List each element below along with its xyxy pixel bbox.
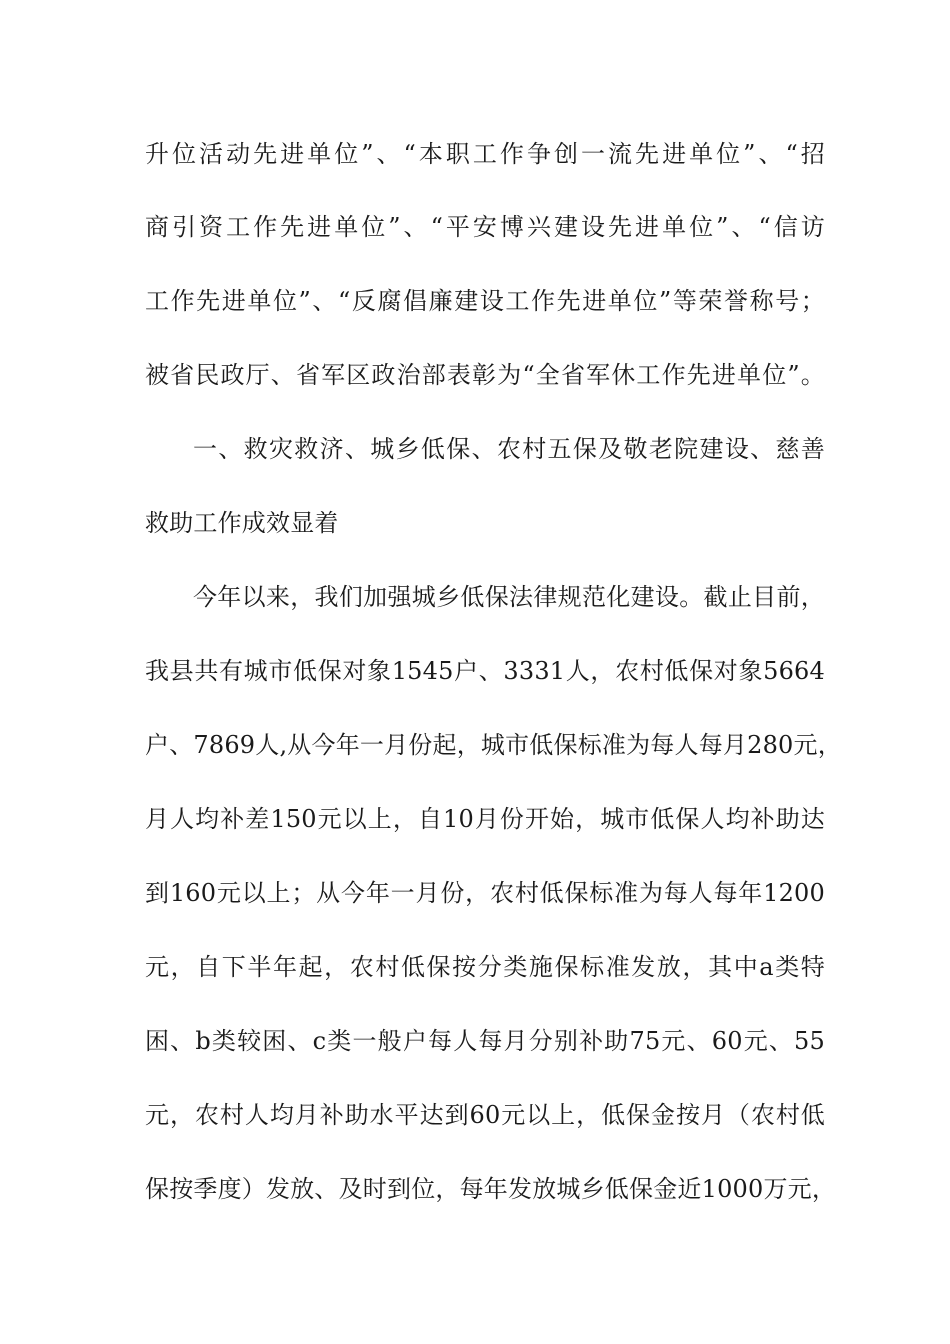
- body-text-line: 元，自下半年起，农村低保按分类施保标准发放，其中a类特: [145, 953, 825, 981]
- body-text-line: 工作先进单位”、“反腐倡廉建设工作先进单位”等荣誉称号；: [145, 287, 825, 315]
- body-text-line: 被省民政厅、省军区政治部表彰为“全省军休工作先进单位”。: [145, 361, 825, 389]
- body-text-line: 元，农村人均月补助水平达到60元以上，低保金按月（农村低: [145, 1101, 825, 1129]
- body-text-line: 商引资工作先进单位”、“平安博兴建设先进单位”、“信访: [145, 213, 825, 241]
- body-text-line: 保按季度）发放、及时到位，每年发放城乡低保金近1000万元，: [145, 1175, 837, 1203]
- body-text-line: 升位活动先进单位”、“本职工作争创一流先进单位”、“招: [145, 140, 825, 168]
- body-text-line: 到160元以上；从今年一月份，农村低保标准为每人每年1200: [145, 879, 825, 907]
- body-text-line: 月人均补差150元以上，自10月份开始，城市低保人均补助达: [145, 805, 825, 833]
- body-text-line: 今年以来，我们加强城乡低保法律规范化建设。截止目前，: [193, 583, 825, 611]
- section-heading-line: 救助工作成效显着: [145, 509, 339, 537]
- body-text-line: 户、7869人,从今年一月份起，城市低保标准为每人每月280元，: [145, 731, 842, 759]
- body-text-line: 困、b类较困、c类一般户每人每月分别补助75元、60元、55: [145, 1027, 825, 1055]
- section-heading-line: 一、救灾救济、城乡低保、农村五保及敬老院建设、慈善: [193, 435, 825, 463]
- body-text-line: 我县共有城市低保对象1545户、3331人，农村低保对象5664: [145, 657, 825, 685]
